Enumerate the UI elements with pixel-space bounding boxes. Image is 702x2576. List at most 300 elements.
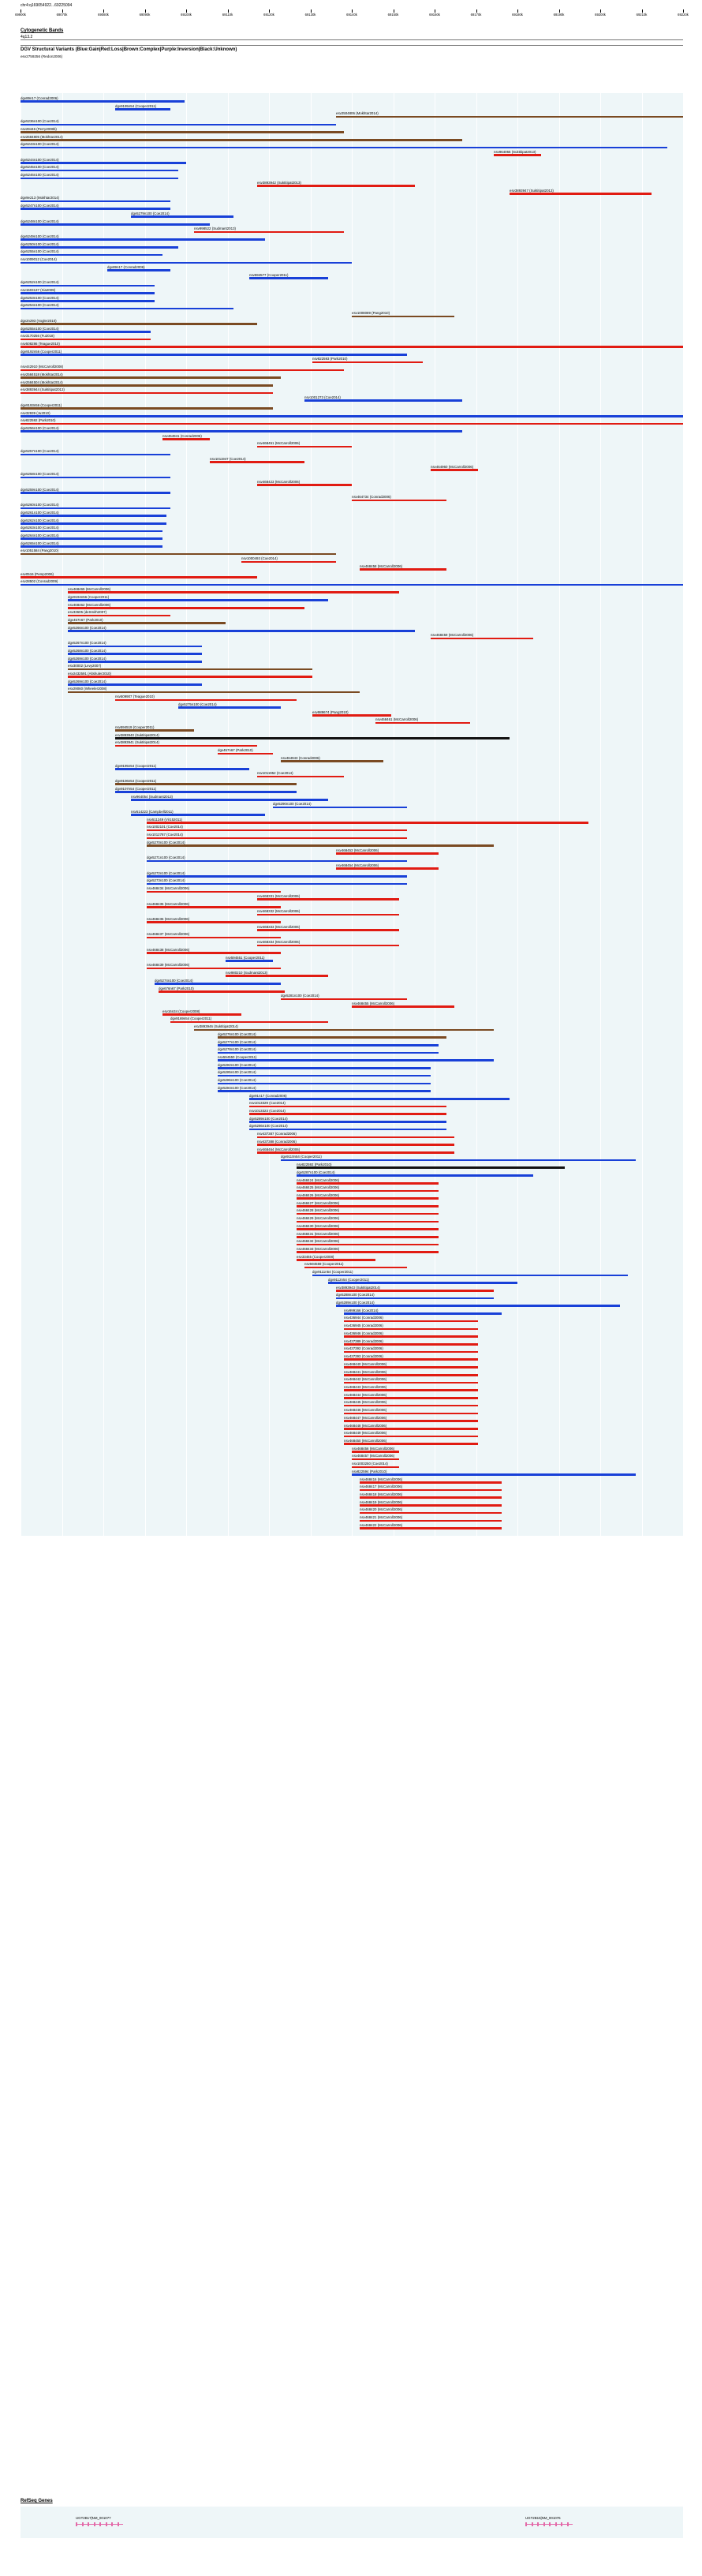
variant-row[interactable] [21, 1278, 683, 1285]
variant-row[interactable] [21, 350, 683, 357]
variant-row[interactable] [21, 503, 683, 510]
variant-bar[interactable] [21, 208, 170, 210]
variant-bar[interactable] [162, 438, 210, 440]
variant-bar[interactable] [115, 783, 297, 785]
variant-row[interactable] [21, 1002, 683, 1009]
variant-row[interactable] [21, 1370, 683, 1377]
variant-row[interactable] [21, 457, 683, 464]
variant-row[interactable] [21, 733, 683, 740]
variant-row[interactable] [21, 1316, 683, 1323]
variant-row[interactable] [21, 856, 683, 863]
variant-bar[interactable] [115, 729, 194, 732]
variant-row[interactable] [21, 871, 683, 878]
variant-bar[interactable] [344, 1382, 478, 1384]
variant-row[interactable] [21, 365, 683, 372]
variant-bar[interactable] [297, 1221, 439, 1223]
variant-row[interactable] [21, 488, 683, 495]
variant-bar[interactable] [21, 392, 273, 395]
variant-bar[interactable] [249, 1106, 446, 1108]
variant-bar[interactable] [170, 1021, 328, 1024]
variant-row[interactable] [21, 1193, 683, 1200]
variant-bar[interactable] [241, 561, 336, 564]
variant-row[interactable] [21, 1224, 683, 1231]
variant-bar[interactable] [257, 945, 399, 947]
variant-row[interactable] [21, 932, 683, 939]
variant-bar[interactable] [21, 369, 344, 372]
variant-row[interactable] [21, 902, 683, 909]
variant-row[interactable] [21, 894, 683, 901]
gene-exon[interactable] [99, 2522, 101, 2526]
variant-bar[interactable] [297, 1205, 439, 1208]
variant-bar[interactable] [147, 968, 281, 970]
variant-bar[interactable] [147, 822, 588, 824]
variant-bar[interactable] [257, 914, 399, 916]
variant-row[interactable] [21, 595, 683, 602]
variant-row[interactable] [21, 403, 683, 410]
variant-bar[interactable] [344, 1366, 478, 1368]
variant-bar[interactable] [21, 346, 683, 348]
variant-row[interactable] [21, 288, 683, 295]
variant-bar[interactable] [21, 331, 151, 333]
variant-row[interactable] [21, 196, 683, 203]
variant-row[interactable] [21, 1515, 683, 1522]
variant-row[interactable] [21, 319, 683, 326]
variant-row[interactable] [21, 1101, 683, 1108]
variant-row[interactable] [21, 1239, 683, 1246]
variant-bar[interactable] [21, 537, 162, 540]
gene-exon[interactable] [76, 2522, 77, 2526]
variant-row[interactable] [21, 764, 683, 771]
variant-bar[interactable] [297, 1190, 439, 1193]
refseq-gene-track[interactable] [21, 2507, 683, 2538]
variant-row[interactable] [21, 878, 683, 886]
variant-bar[interactable] [21, 339, 151, 341]
variant-bar[interactable] [21, 430, 462, 432]
variant-bar[interactable] [257, 1136, 454, 1139]
variant-row[interactable] [21, 1040, 683, 1047]
variant-bar[interactable] [257, 484, 352, 486]
variant-row[interactable] [21, 1447, 683, 1454]
variant-row[interactable] [21, 1047, 683, 1054]
variant-row[interactable] [21, 1109, 683, 1116]
variant-row[interactable] [21, 150, 683, 157]
variant-bar[interactable] [147, 921, 281, 923]
variant-bar[interactable] [344, 1358, 478, 1361]
variant-bar[interactable] [115, 108, 170, 110]
variant-bar[interactable] [360, 1512, 502, 1515]
variant-bar[interactable] [352, 1466, 399, 1469]
variant-row[interactable] [21, 795, 683, 802]
variant-row[interactable] [21, 717, 683, 724]
variant-bar[interactable] [360, 1481, 502, 1484]
variant-row[interactable] [21, 979, 683, 986]
variant-row[interactable] [21, 1346, 683, 1354]
variant-row[interactable] [21, 1009, 683, 1017]
gene-exon[interactable] [94, 2522, 95, 2526]
variant-bar[interactable] [21, 376, 281, 379]
variant-bar[interactable] [249, 1113, 446, 1115]
variant-row[interactable] [21, 1523, 683, 1530]
variant-row[interactable] [21, 680, 683, 687]
variant-bar[interactable] [352, 1451, 399, 1453]
variant-row[interactable] [21, 127, 683, 134]
variant-bar[interactable] [297, 1228, 439, 1230]
variant-bar[interactable] [21, 423, 683, 425]
variant-bar[interactable] [21, 131, 344, 133]
variant-bar[interactable] [249, 1098, 510, 1100]
variant-row[interactable] [21, 1262, 683, 1269]
variant-bar[interactable] [360, 1527, 502, 1530]
variant-row[interactable] [21, 825, 683, 832]
variant-row[interactable] [21, 242, 683, 249]
variant-bar[interactable] [21, 170, 178, 172]
variant-bar[interactable] [352, 1473, 636, 1476]
variant-bar[interactable] [431, 469, 478, 471]
variant-bar[interactable] [336, 1305, 620, 1307]
variant-row[interactable] [21, 1485, 683, 1492]
variant-bar[interactable] [68, 599, 328, 601]
variant-row[interactable] [21, 219, 683, 227]
variant-bar[interactable] [344, 1413, 478, 1415]
variant-bar[interactable] [360, 568, 446, 571]
variant-row[interactable] [21, 1477, 683, 1485]
variant-row[interactable] [21, 227, 683, 234]
variant-row[interactable] [21, 204, 683, 211]
variant-row[interactable] [21, 687, 683, 694]
variant-bar[interactable] [344, 1397, 478, 1399]
variant-bar[interactable] [68, 676, 312, 678]
variant-row[interactable] [21, 495, 683, 502]
variant-row[interactable] [21, 1055, 683, 1062]
variant-bar[interactable] [68, 653, 202, 655]
variant-bar[interactable] [312, 1275, 628, 1277]
variant-bar[interactable] [218, 1059, 494, 1061]
gene-exon[interactable] [88, 2522, 89, 2526]
variant-bar[interactable] [257, 1151, 454, 1154]
variant-row[interactable] [21, 165, 683, 172]
variant-row[interactable] [21, 1070, 683, 1077]
variant-bar[interactable] [21, 545, 162, 548]
variant-bar[interactable] [131, 799, 328, 801]
variant-bar[interactable] [68, 683, 202, 686]
variant-bar[interactable] [297, 1174, 533, 1177]
variant-bar[interactable] [21, 246, 178, 249]
variant-row[interactable] [21, 189, 683, 196]
variant-row[interactable] [21, 380, 683, 388]
variant-bar[interactable] [344, 1312, 502, 1315]
variant-row[interactable] [21, 96, 683, 103]
variant-bar[interactable] [249, 1129, 446, 1131]
variant-bar[interactable] [352, 1458, 399, 1461]
variant-bar[interactable] [21, 576, 257, 578]
variant-bar[interactable] [21, 285, 155, 287]
variant-bar[interactable] [257, 1144, 454, 1146]
variant-bar[interactable] [68, 691, 360, 694]
variant-row[interactable] [21, 748, 683, 755]
variant-bar[interactable] [297, 1259, 375, 1261]
variant-bar[interactable] [178, 706, 281, 709]
variant-row[interactable] [21, 1424, 683, 1431]
variant-bar[interactable] [344, 1428, 478, 1430]
variant-bar[interactable] [131, 215, 233, 218]
variant-bar[interactable] [218, 1083, 431, 1085]
variant-bar[interactable] [218, 753, 273, 755]
variant-bar[interactable] [21, 415, 683, 417]
variant-row[interactable] [21, 534, 683, 541]
variant-row[interactable] [21, 779, 683, 786]
variant-row[interactable] [21, 1063, 683, 1070]
variant-row[interactable] [21, 1170, 683, 1178]
variant-bar[interactable] [21, 477, 170, 479]
variant-row[interactable] [21, 395, 683, 402]
variant-row[interactable] [21, 519, 683, 526]
variant-bar[interactable] [344, 1335, 478, 1338]
variant-row[interactable] [21, 465, 683, 472]
variant-row[interactable] [21, 1132, 683, 1139]
variant-bar[interactable] [494, 154, 541, 156]
variant-bar[interactable] [21, 384, 273, 387]
variant-row[interactable] [21, 249, 683, 256]
variant-row[interactable] [21, 441, 683, 448]
variant-row[interactable] [21, 633, 683, 640]
variant-bar[interactable] [281, 1159, 636, 1162]
variant-row[interactable] [21, 1385, 683, 1392]
variant-row[interactable] [21, 1439, 683, 1446]
variant-row[interactable] [21, 1270, 683, 1277]
coordinate-ruler[interactable] [15, 9, 689, 21]
variant-bar[interactable] [218, 1090, 431, 1092]
variant-bar[interactable] [147, 952, 281, 954]
cytoband-panel[interactable] [21, 39, 683, 46]
variant-row[interactable] [21, 1163, 683, 1170]
variant-row[interactable] [21, 618, 683, 625]
variant-bar[interactable] [68, 622, 226, 624]
variant-bar[interactable] [281, 998, 407, 1001]
variant-bar[interactable] [147, 937, 281, 939]
variant-bar[interactable] [21, 530, 162, 533]
variant-row[interactable] [21, 841, 683, 848]
variant-row[interactable] [21, 1201, 683, 1208]
variant-row[interactable] [21, 771, 683, 778]
variant-bar[interactable] [297, 1182, 439, 1185]
variant-bar[interactable] [249, 277, 328, 279]
variant-row[interactable] [21, 1416, 683, 1423]
variant-row[interactable] [21, 1324, 683, 1331]
variant-row[interactable] [21, 610, 683, 617]
variant-bar[interactable] [21, 507, 170, 510]
variant-bar[interactable] [147, 837, 407, 840]
variant-row[interactable] [21, 142, 683, 149]
variant-row[interactable] [21, 971, 683, 978]
variant-bar[interactable] [360, 1520, 502, 1522]
variant-row[interactable] [21, 273, 683, 280]
variant-row[interactable] [21, 1393, 683, 1400]
variant-bar[interactable] [344, 1436, 478, 1438]
variant-bar[interactable] [297, 1251, 439, 1253]
variant-bar[interactable] [131, 814, 265, 816]
variant-bar[interactable] [210, 461, 304, 463]
variant-bar[interactable] [297, 1197, 439, 1200]
variant-row[interactable] [21, 327, 683, 334]
variant-row[interactable] [21, 111, 683, 118]
variant-bar[interactable] [344, 1343, 478, 1346]
variant-row[interactable] [21, 587, 683, 594]
variant-row[interactable] [21, 695, 683, 702]
variant-bar[interactable] [115, 745, 257, 747]
variant-bar[interactable] [257, 929, 399, 931]
variant-row[interactable] [21, 1232, 683, 1239]
variant-row[interactable] [21, 296, 683, 303]
variant-bar[interactable] [249, 1121, 446, 1123]
variant-row[interactable] [21, 104, 683, 111]
variant-row[interactable] [21, 925, 683, 932]
variant-bar[interactable] [352, 500, 446, 502]
variant-row[interactable] [21, 342, 683, 349]
variant-bar[interactable] [155, 983, 281, 985]
gene-exon[interactable] [543, 2522, 545, 2526]
variant-row[interactable] [21, 265, 683, 272]
variant-bar[interactable] [297, 1236, 439, 1238]
variant-row[interactable] [21, 1024, 683, 1032]
variant-bar[interactable] [336, 1297, 494, 1300]
variant-bar[interactable] [218, 1067, 431, 1069]
variant-row[interactable] [21, 173, 683, 180]
variant-row[interactable] [21, 710, 683, 717]
variant-bar[interactable] [304, 399, 462, 402]
variant-bar[interactable] [147, 891, 281, 893]
variant-row[interactable] [21, 357, 683, 364]
variant-row[interactable] [21, 280, 683, 287]
gene-exon[interactable] [561, 2522, 562, 2526]
variant-row[interactable] [21, 802, 683, 809]
variant-bar[interactable] [218, 1075, 431, 1077]
variant-row[interactable] [21, 234, 683, 242]
variant-bar[interactable] [194, 231, 344, 234]
variant-bar[interactable] [21, 147, 667, 149]
variant-bar[interactable] [312, 714, 391, 717]
variant-row[interactable] [21, 1339, 683, 1346]
variant-bar[interactable] [68, 591, 399, 593]
variant-row[interactable] [21, 434, 683, 441]
variant-bar[interactable] [375, 722, 470, 724]
gene-exon[interactable] [567, 2522, 569, 2526]
variant-bar[interactable] [21, 262, 352, 264]
variant-row[interactable] [21, 672, 683, 679]
variant-row[interactable] [21, 411, 683, 418]
variant-row[interactable] [21, 1178, 683, 1185]
variant-bar[interactable] [21, 522, 166, 525]
variant-row[interactable] [21, 848, 683, 856]
variant-bar[interactable] [344, 1328, 478, 1331]
variant-row[interactable] [21, 373, 683, 380]
variant-bar[interactable] [21, 492, 170, 494]
variant-bar[interactable] [68, 661, 202, 663]
variant-row[interactable] [21, 564, 683, 571]
variant-bar[interactable] [226, 975, 328, 977]
variant-bar[interactable] [21, 584, 683, 586]
variant-bar[interactable] [344, 1405, 478, 1407]
variant-row[interactable] [21, 119, 683, 126]
variant-row[interactable] [21, 1331, 683, 1339]
variant-bar[interactable] [257, 898, 399, 900]
variant-row[interactable] [21, 1094, 683, 1101]
variant-row[interactable] [21, 526, 683, 533]
variant-bar[interactable] [336, 852, 439, 855]
variant-row[interactable] [21, 702, 683, 710]
variant-bar[interactable] [336, 1290, 494, 1292]
variant-row[interactable] [21, 480, 683, 487]
variant-row[interactable] [21, 956, 683, 963]
gene-exon[interactable] [82, 2522, 84, 2526]
variant-row[interactable] [21, 181, 683, 188]
variant-row[interactable] [21, 833, 683, 840]
variant-row[interactable] [21, 1247, 683, 1254]
variant-row[interactable] [21, 1362, 683, 1369]
variant-row[interactable] [21, 303, 683, 310]
variant-bar[interactable] [159, 990, 285, 993]
variant-row[interactable] [21, 158, 683, 165]
variant-bar[interactable] [68, 630, 415, 632]
variant-row[interactable] [21, 1148, 683, 1155]
variant-row[interactable] [21, 657, 683, 664]
variant-row[interactable] [21, 626, 683, 633]
variant-row[interactable] [21, 940, 683, 947]
variant-bar[interactable] [147, 860, 407, 863]
variant-bar[interactable] [218, 1036, 446, 1039]
variant-row[interactable] [21, 1216, 683, 1223]
variant-bar[interactable] [21, 254, 162, 256]
variant-bar[interactable] [352, 316, 454, 318]
variant-bar[interactable] [162, 1013, 241, 1016]
variant-row[interactable] [21, 257, 683, 264]
variant-row[interactable] [21, 863, 683, 871]
variant-bar[interactable] [328, 1282, 517, 1284]
variant-bar[interactable] [194, 1029, 494, 1032]
variant-bar[interactable] [107, 269, 170, 271]
variant-row[interactable] [21, 1155, 683, 1162]
variant-bar[interactable] [68, 646, 202, 648]
variant-bar[interactable] [510, 193, 652, 195]
variant-row[interactable] [21, 1354, 683, 1361]
variant-row[interactable] [21, 987, 683, 994]
variant-row[interactable] [21, 1431, 683, 1438]
variant-bar[interactable] [21, 223, 210, 226]
variant-row[interactable] [21, 740, 683, 747]
gene-exon[interactable] [118, 2522, 119, 2526]
variant-bar[interactable] [218, 1052, 439, 1054]
variant-row[interactable] [21, 212, 683, 219]
variant-bar[interactable] [21, 292, 155, 294]
variant-bar[interactable] [68, 607, 304, 609]
variant-bar[interactable] [68, 615, 170, 617]
variant-bar[interactable] [21, 200, 170, 203]
gene-exon[interactable] [537, 2522, 539, 2526]
variant-row[interactable] [21, 963, 683, 970]
variant-row[interactable] [21, 664, 683, 671]
variant-bar[interactable] [21, 124, 336, 126]
variant-row[interactable] [21, 1492, 683, 1500]
variant-bar[interactable] [344, 1320, 478, 1323]
variant-row[interactable] [21, 1454, 683, 1461]
variant-row[interactable] [21, 311, 683, 318]
variant-bar[interactable] [352, 1005, 454, 1008]
gene-exon[interactable] [555, 2522, 557, 2526]
variant-bar[interactable] [21, 300, 155, 302]
variant-row[interactable] [21, 556, 683, 564]
variant-row[interactable] [21, 1462, 683, 1469]
variant-bar[interactable] [360, 1489, 502, 1492]
variant-row[interactable] [21, 1185, 683, 1193]
